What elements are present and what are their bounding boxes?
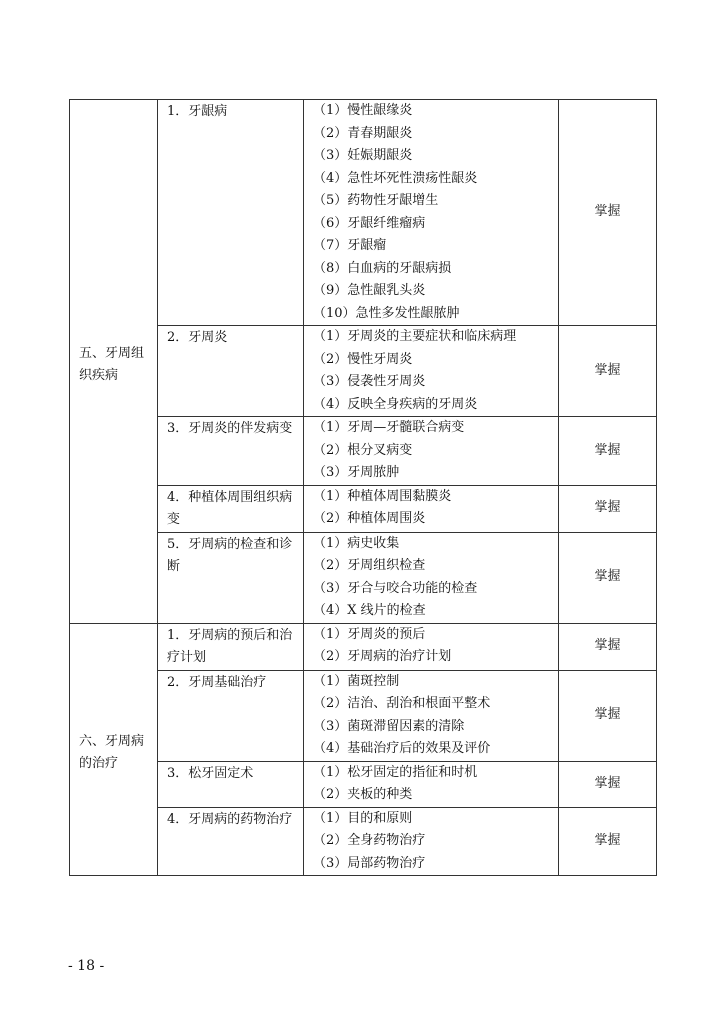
list-item: （7）牙龈瘤: [313, 238, 387, 253]
list-item: （9）急性龈乳头炎: [313, 283, 426, 298]
list-item: （1）目的和原则: [313, 810, 413, 826]
list-item: （4）X 线片的检查: [313, 603, 426, 618]
list-item: （1）牙周炎的主要症状和临床病理: [313, 329, 517, 344]
requirement-cell: 掌握: [559, 532, 657, 623]
list-item: （5）药物性牙龈增生: [313, 193, 439, 208]
list-item: （1）慢性龈缘炎: [313, 103, 413, 118]
list-item: （4）急性坏死性溃疡性龈炎: [313, 170, 478, 186]
items-cell: [304, 326, 559, 417]
table-row: [70, 623, 657, 670]
unit-cell: 六、牙周病的治疗: [70, 623, 158, 876]
list-item: （2）洁治、刮治和根面平整术: [313, 696, 491, 711]
list-item: （1）病史收集: [313, 535, 400, 551]
list-item: （3）牙合与咬合功能的检查: [313, 580, 478, 596]
items-cell: [304, 100, 559, 326]
list-item: （1）种植体周围黏膜炎: [313, 488, 452, 504]
table-row: [70, 485, 657, 532]
list-item: （3）侵袭性牙周炎: [313, 374, 426, 389]
list-item: （6）牙龈纤维瘤病: [313, 215, 426, 231]
requirement-cell: 掌握: [559, 761, 657, 807]
topic-cell: 1．牙周病的预后和治疗计划: [158, 623, 304, 670]
list-item: （3）局部药物治疗: [313, 855, 426, 871]
topic-cell: 5．牙周病的检查和诊断: [158, 532, 304, 623]
list-item: （3）菌斑滞留因素的清除: [313, 718, 465, 734]
syllabus-table: [69, 99, 657, 876]
topic-cell: 4．牙周病的药物治疗: [158, 807, 304, 876]
topic-cell: 3．牙周炎的伴发病变: [158, 417, 304, 486]
list-item: （3）牙周脓肿: [313, 465, 400, 480]
items-cell: [304, 670, 559, 761]
requirement-cell: 掌握: [559, 623, 657, 670]
list-item: （3）妊娠期龈炎: [313, 148, 413, 163]
requirement-cell: 掌握: [559, 326, 657, 417]
items-cell: [304, 417, 559, 486]
list-item: （4）反映全身疾病的牙周炎: [313, 396, 478, 412]
list-item: （1）菌斑控制: [313, 673, 400, 689]
topic-cell: 2．牙周炎: [158, 326, 304, 417]
items-cell: [304, 807, 559, 876]
table-row: [70, 417, 657, 486]
list-item: （1）牙周炎的预后: [313, 626, 426, 642]
topic-cell: 4．种植体周围组织病变: [158, 485, 304, 532]
list-item: （10）急性多发性龈脓肿: [313, 305, 460, 321]
list-item: （2）种植体周围炎: [313, 511, 426, 526]
list-item: （2）全身药物治疗: [313, 833, 426, 848]
list-item: （2）慢性牙周炎: [313, 351, 413, 367]
table-row: [70, 532, 657, 623]
list-item: （2）青春期龈炎: [313, 125, 413, 141]
items-cell: [304, 623, 559, 670]
topic-cell: 2．牙周基础治疗: [158, 670, 304, 761]
items-cell: [304, 532, 559, 623]
list-item: （1）牙周—牙髓联合病变: [313, 420, 465, 435]
table-row: [70, 326, 657, 417]
page-number: - 18 -: [68, 958, 105, 974]
list-item: （4）基础治疗后的效果及评价: [313, 741, 491, 756]
list-item: （2）牙周组织检查: [313, 558, 426, 573]
list-item: （1）松牙固定的指征和时机: [313, 764, 478, 780]
list-item: （2）牙周病的治疗计划: [313, 649, 452, 664]
table-row: [70, 670, 657, 761]
topic-cell: 1．牙龈病: [158, 100, 304, 326]
items-cell: [304, 761, 559, 807]
requirement-cell: 掌握: [559, 100, 657, 326]
table-row: [70, 100, 657, 326]
requirement-cell: 掌握: [559, 417, 657, 486]
list-item: （8）白血病的牙龈病损: [313, 260, 452, 276]
requirement-cell: 掌握: [559, 807, 657, 876]
syllabus-table-body: [70, 100, 657, 876]
unit-cell: 五、牙周组织疾病: [70, 100, 158, 624]
requirement-cell: 掌握: [559, 485, 657, 532]
requirement-cell: 掌握: [559, 670, 657, 761]
topic-cell: 3．松牙固定术: [158, 761, 304, 807]
list-item: （2）根分叉病变: [313, 442, 413, 458]
items-cell: [304, 485, 559, 532]
list-item: （2）夹板的种类: [313, 787, 413, 802]
table-row: [70, 807, 657, 876]
table-row: [70, 761, 657, 807]
